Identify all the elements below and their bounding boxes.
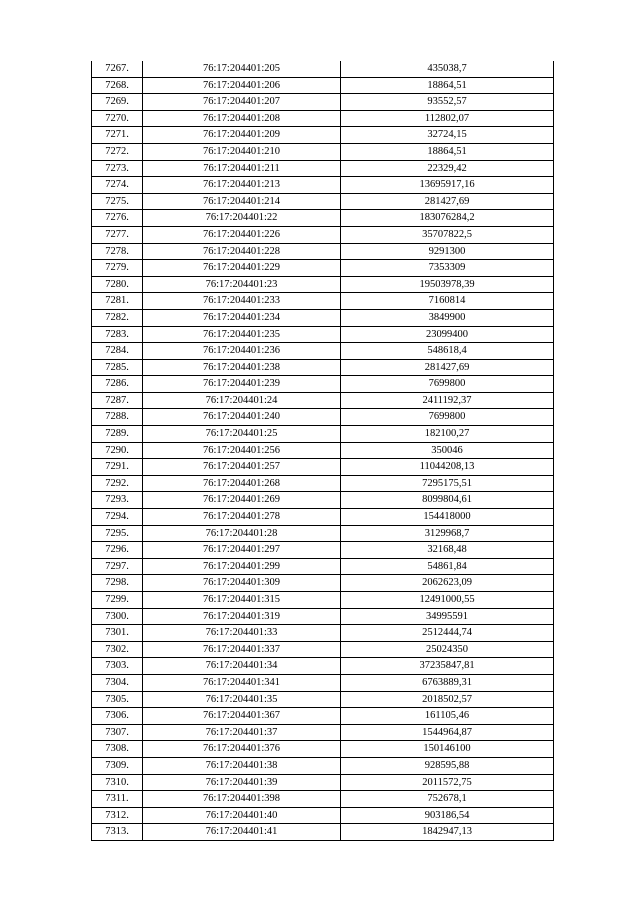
cadastral-value-cell: 18864,51 bbox=[341, 143, 554, 160]
cadastral-number-cell: 76:17:204401:337 bbox=[143, 641, 341, 658]
row-number-cell: 7290. bbox=[92, 442, 143, 459]
cadastral-number-cell: 76:17:204401:211 bbox=[143, 160, 341, 177]
cadastral-value-cell: 23099400 bbox=[341, 326, 554, 343]
table-row bbox=[92, 757, 554, 774]
cadastral-value-cell: 928595,88 bbox=[341, 757, 554, 774]
cadastral-number-cell: 76:17:204401:41 bbox=[143, 824, 341, 841]
cadastral-number-cell: 76:17:204401:315 bbox=[143, 592, 341, 609]
cadastral-value-cell: 2011572,75 bbox=[341, 774, 554, 791]
cadastral-value-cell: 6763889,31 bbox=[341, 674, 554, 691]
cadastral-number-cell: 76:17:204401:28 bbox=[143, 525, 341, 542]
table-row bbox=[92, 243, 554, 260]
cadastral-value-cell: 93552,57 bbox=[341, 94, 554, 111]
cadastral-number-cell: 76:17:204401:341 bbox=[143, 674, 341, 691]
cadastral-number-cell: 76:17:204401:238 bbox=[143, 359, 341, 376]
row-number-cell: 7308. bbox=[92, 741, 143, 758]
table-row bbox=[92, 674, 554, 691]
row-number-cell: 7306. bbox=[92, 708, 143, 725]
cadastral-value-cell: 34995591 bbox=[341, 608, 554, 625]
table-row bbox=[92, 376, 554, 393]
row-number-cell: 7281. bbox=[92, 293, 143, 310]
cadastral-value-cell: 54861,84 bbox=[341, 558, 554, 575]
cadastral-number-cell: 76:17:204401:297 bbox=[143, 542, 341, 559]
table-row bbox=[92, 475, 554, 492]
cadastral-number-cell: 76:17:204401:268 bbox=[143, 475, 341, 492]
cadastral-number-cell: 76:17:204401:278 bbox=[143, 509, 341, 526]
row-number-cell: 7298. bbox=[92, 575, 143, 592]
cadastral-number-cell: 76:17:204401:226 bbox=[143, 226, 341, 243]
cadastral-number-cell: 76:17:204401:25 bbox=[143, 426, 341, 443]
cadastral-value-cell: 752678,1 bbox=[341, 791, 554, 808]
table-row bbox=[92, 592, 554, 609]
cadastral-number-cell: 76:17:204401:299 bbox=[143, 558, 341, 575]
table-row bbox=[92, 575, 554, 592]
row-number-cell: 7272. bbox=[92, 143, 143, 160]
cadastral-value-cell: 37235847,81 bbox=[341, 658, 554, 675]
table-row bbox=[92, 426, 554, 443]
cadastral-number-cell: 76:17:204401:235 bbox=[143, 326, 341, 343]
cadastral-value-cell: 35707822,5 bbox=[341, 226, 554, 243]
table-row bbox=[92, 824, 554, 841]
table-row bbox=[92, 276, 554, 293]
table-row bbox=[92, 392, 554, 409]
cadastral-value-cell: 32724,15 bbox=[341, 127, 554, 144]
table-row bbox=[92, 509, 554, 526]
row-number-cell: 7279. bbox=[92, 260, 143, 277]
table-row bbox=[92, 741, 554, 758]
row-number-cell: 7284. bbox=[92, 343, 143, 360]
row-number-cell: 7294. bbox=[92, 509, 143, 526]
cadastral-number-cell: 76:17:204401:210 bbox=[143, 143, 341, 160]
row-number-cell: 7286. bbox=[92, 376, 143, 393]
cadastral-value-cell: 3849900 bbox=[341, 309, 554, 326]
cadastral-number-cell: 76:17:204401:206 bbox=[143, 77, 341, 94]
cadastral-value-cell: 2018502,57 bbox=[341, 691, 554, 708]
row-number-cell: 7311. bbox=[92, 791, 143, 808]
row-number-cell: 7309. bbox=[92, 757, 143, 774]
cadastral-value-cell: 2512444,74 bbox=[341, 625, 554, 642]
table-row bbox=[92, 525, 554, 542]
row-number-cell: 7267. bbox=[92, 61, 143, 77]
cadastral-number-cell: 76:17:204401:367 bbox=[143, 708, 341, 725]
row-number-cell: 7282. bbox=[92, 309, 143, 326]
cadastral-value-cell: 150146100 bbox=[341, 741, 554, 758]
cadastral-number-cell: 76:17:204401:257 bbox=[143, 459, 341, 476]
cadastral-number-cell: 76:17:204401:209 bbox=[143, 127, 341, 144]
cadastral-value-cell: 350046 bbox=[341, 442, 554, 459]
table-row bbox=[92, 774, 554, 791]
cadastral-value-cell: 22329,42 bbox=[341, 160, 554, 177]
cadastral-number-cell: 76:17:204401:40 bbox=[143, 807, 341, 824]
cadastral-value-cell: 903186,54 bbox=[341, 807, 554, 824]
table-row bbox=[92, 691, 554, 708]
table-row bbox=[92, 459, 554, 476]
cadastral-number-cell: 76:17:204401:205 bbox=[143, 61, 341, 77]
table-row bbox=[92, 608, 554, 625]
table-row bbox=[92, 77, 554, 94]
cadastral-value-cell: 7699800 bbox=[341, 376, 554, 393]
cadastral-value-cell: 182100,27 bbox=[341, 426, 554, 443]
table-row bbox=[92, 807, 554, 824]
cadastral-value-cell: 161105,46 bbox=[341, 708, 554, 725]
row-number-cell: 7278. bbox=[92, 243, 143, 260]
cadastral-number-cell: 76:17:204401:234 bbox=[143, 309, 341, 326]
cadastral-value-cell: 3129968,7 bbox=[341, 525, 554, 542]
row-number-cell: 7307. bbox=[92, 724, 143, 741]
row-number-cell: 7274. bbox=[92, 177, 143, 194]
cadastral-number-cell: 76:17:204401:240 bbox=[143, 409, 341, 426]
cadastral-value-cell: 154418000 bbox=[341, 509, 554, 526]
cadastral-value-cell: 2411192,37 bbox=[341, 392, 554, 409]
row-number-cell: 7280. bbox=[92, 276, 143, 293]
cadastral-number-cell: 76:17:204401:319 bbox=[143, 608, 341, 625]
table-row bbox=[92, 625, 554, 642]
row-number-cell: 7292. bbox=[92, 475, 143, 492]
row-number-cell: 7273. bbox=[92, 160, 143, 177]
row-number-cell: 7295. bbox=[92, 525, 143, 542]
table-row bbox=[92, 160, 554, 177]
table-row bbox=[92, 791, 554, 808]
table-row bbox=[92, 177, 554, 194]
row-number-cell: 7271. bbox=[92, 127, 143, 144]
table-row bbox=[92, 542, 554, 559]
table-row bbox=[92, 127, 554, 144]
table-row bbox=[92, 210, 554, 227]
table-row bbox=[92, 193, 554, 210]
table-row bbox=[92, 343, 554, 360]
row-number-cell: 7297. bbox=[92, 558, 143, 575]
cadastral-value-cell: 183076284,2 bbox=[341, 210, 554, 227]
row-number-cell: 7276. bbox=[92, 210, 143, 227]
cadastral-number-cell: 76:17:204401:398 bbox=[143, 791, 341, 808]
cadastral-value-cell: 25024350 bbox=[341, 641, 554, 658]
row-number-cell: 7288. bbox=[92, 409, 143, 426]
row-number-cell: 7302. bbox=[92, 641, 143, 658]
cadastral-number-cell: 76:17:204401:37 bbox=[143, 724, 341, 741]
cadastral-value-cell: 112802,07 bbox=[341, 110, 554, 127]
cadastral-value-cell: 7699800 bbox=[341, 409, 554, 426]
cadastral-number-cell: 76:17:204401:376 bbox=[143, 741, 341, 758]
cadastral-number-cell: 76:17:204401:207 bbox=[143, 94, 341, 111]
row-number-cell: 7293. bbox=[92, 492, 143, 509]
cadastral-number-cell: 76:17:204401:22 bbox=[143, 210, 341, 227]
cadastral-value-cell: 7295175,51 bbox=[341, 475, 554, 492]
cadastral-value-cell: 281427,69 bbox=[341, 193, 554, 210]
row-number-cell: 7312. bbox=[92, 807, 143, 824]
table-row bbox=[92, 708, 554, 725]
row-number-cell: 7289. bbox=[92, 426, 143, 443]
table-row bbox=[92, 226, 554, 243]
cadastral-value-cell: 12491000,55 bbox=[341, 592, 554, 609]
row-number-cell: 7269. bbox=[92, 94, 143, 111]
table-row bbox=[92, 658, 554, 675]
cadastral-number-cell: 76:17:204401:35 bbox=[143, 691, 341, 708]
row-number-cell: 7301. bbox=[92, 625, 143, 642]
cadastral-number-cell: 76:17:204401:228 bbox=[143, 243, 341, 260]
row-number-cell: 7283. bbox=[92, 326, 143, 343]
row-number-cell: 7313. bbox=[92, 824, 143, 841]
table-row bbox=[92, 558, 554, 575]
cadastral-number-cell: 76:17:204401:239 bbox=[143, 376, 341, 393]
row-number-cell: 7285. bbox=[92, 359, 143, 376]
row-number-cell: 7270. bbox=[92, 110, 143, 127]
cadastral-value-cell: 7160814 bbox=[341, 293, 554, 310]
cadastral-value-cell: 11044208,13 bbox=[341, 459, 554, 476]
cadastral-number-cell: 76:17:204401:39 bbox=[143, 774, 341, 791]
row-number-cell: 7305. bbox=[92, 691, 143, 708]
table-row bbox=[92, 641, 554, 658]
cadastral-number-cell: 76:17:204401:34 bbox=[143, 658, 341, 675]
cadastral-value-cell: 32168,48 bbox=[341, 542, 554, 559]
row-number-cell: 7299. bbox=[92, 592, 143, 609]
table-row bbox=[92, 143, 554, 160]
cadastral-value-cell: 9291300 bbox=[341, 243, 554, 260]
cadastral-number-cell: 76:17:204401:236 bbox=[143, 343, 341, 360]
row-number-cell: 7304. bbox=[92, 674, 143, 691]
cadastral-value-cell: 7353309 bbox=[341, 260, 554, 277]
row-number-cell: 7303. bbox=[92, 658, 143, 675]
cadastral-value-table bbox=[91, 61, 554, 841]
row-number-cell: 7275. bbox=[92, 193, 143, 210]
cadastral-value-cell: 2062623,09 bbox=[341, 575, 554, 592]
table-row bbox=[92, 309, 554, 326]
cadastral-value-cell: 1842947,13 bbox=[341, 824, 554, 841]
row-number-cell: 7300. bbox=[92, 608, 143, 625]
row-number-cell: 7287. bbox=[92, 392, 143, 409]
table-row bbox=[92, 492, 554, 509]
cadastral-number-cell: 76:17:204401:229 bbox=[143, 260, 341, 277]
cadastral-number-cell: 76:17:204401:23 bbox=[143, 276, 341, 293]
cadastral-value-cell: 281427,69 bbox=[341, 359, 554, 376]
cadastral-number-cell: 76:17:204401:33 bbox=[143, 625, 341, 642]
cadastral-number-cell: 76:17:204401:256 bbox=[143, 442, 341, 459]
cadastral-number-cell: 76:17:204401:38 bbox=[143, 757, 341, 774]
table-row bbox=[92, 359, 554, 376]
cadastral-value-cell: 19503978,39 bbox=[341, 276, 554, 293]
cadastral-value-cell: 8099804,61 bbox=[341, 492, 554, 509]
cadastral-value-cell: 435038,7 bbox=[341, 61, 554, 77]
row-number-cell: 7268. bbox=[92, 77, 143, 94]
table-row bbox=[92, 293, 554, 310]
row-number-cell: 7310. bbox=[92, 774, 143, 791]
table-row bbox=[92, 409, 554, 426]
cadastral-number-cell: 76:17:204401:24 bbox=[143, 392, 341, 409]
table-row bbox=[92, 260, 554, 277]
cadastral-value-cell: 548618,4 bbox=[341, 343, 554, 360]
cadastral-number-cell: 76:17:204401:213 bbox=[143, 177, 341, 194]
table-row bbox=[92, 61, 554, 77]
cadastral-number-cell: 76:17:204401:208 bbox=[143, 110, 341, 127]
cadastral-value-cell: 1544964,87 bbox=[341, 724, 554, 741]
cadastral-number-cell: 76:17:204401:233 bbox=[143, 293, 341, 310]
table-row bbox=[92, 442, 554, 459]
table-row bbox=[92, 94, 554, 111]
row-number-cell: 7277. bbox=[92, 226, 143, 243]
row-number-cell: 7291. bbox=[92, 459, 143, 476]
cadastral-number-cell: 76:17:204401:214 bbox=[143, 193, 341, 210]
cadastral-value-cell: 13695917,16 bbox=[341, 177, 554, 194]
table-row bbox=[92, 110, 554, 127]
cadastral-number-cell: 76:17:204401:309 bbox=[143, 575, 341, 592]
table-body bbox=[92, 61, 554, 840]
cadastral-value-cell: 18864,51 bbox=[341, 77, 554, 94]
cadastral-number-cell: 76:17:204401:269 bbox=[143, 492, 341, 509]
row-number-cell: 7296. bbox=[92, 542, 143, 559]
table-row bbox=[92, 724, 554, 741]
table-row bbox=[92, 326, 554, 343]
